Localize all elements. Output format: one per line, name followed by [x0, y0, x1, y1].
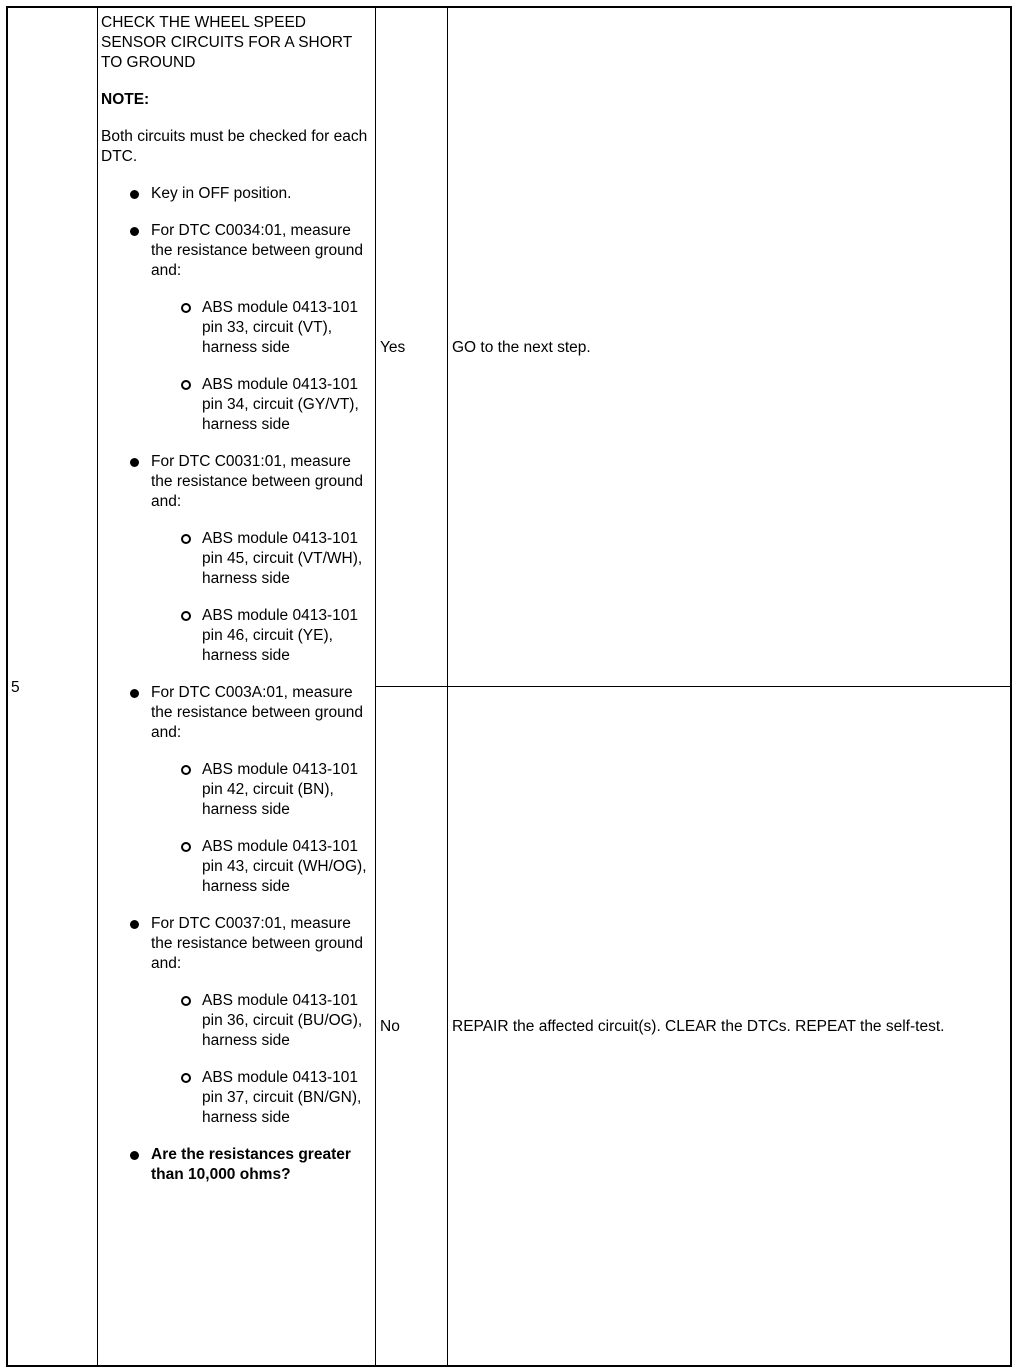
list-item: For DTC C0037:01, measure the resistance between ground and:: [101, 914, 371, 974]
bullet-icon: [130, 920, 139, 929]
yes-action: GO to the next step.: [452, 339, 591, 356]
sub-list-item: ABS module 0413-101 pin 43, circuit (WH/OG), harness side: [101, 837, 371, 897]
procedure-table: [6, 6, 1012, 1367]
yes-label: Yes: [380, 339, 406, 356]
note-text: Both circuits must be checked for each DTC.: [101, 128, 368, 165]
sub-list-item: ABS module 0413-101 pin 36, circuit (BU/OG), harness side: [101, 991, 371, 1051]
sub-list-item: ABS module 0413-101 pin 46, circuit (YE), harness side: [101, 606, 371, 666]
no-label: No: [380, 1018, 400, 1035]
circle-bullet-icon: [181, 765, 191, 775]
circle-bullet-icon: [181, 996, 191, 1006]
sub-list-item: ABS module 0413-101 pin 33, circuit (VT), harness side: [101, 298, 371, 358]
note-label: NOTE:: [101, 91, 150, 108]
bullet-icon: [130, 190, 139, 199]
sub-list-item: ABS module 0413-101 pin 34, circuit (GY/VT), harness side: [101, 375, 371, 435]
circle-bullet-icon: [181, 842, 191, 852]
list-item: Key in OFF position.: [101, 184, 371, 204]
sub-list-item: ABS module 0413-101 pin 45, circuit (VT/WH), harness side: [101, 529, 371, 589]
bullet-icon: [130, 1151, 139, 1160]
circle-bullet-icon: [181, 534, 191, 544]
step-number: 5: [11, 679, 20, 696]
bullet-icon: [130, 227, 139, 236]
circle-bullet-icon: [181, 1073, 191, 1083]
step-title: CHECK THE WHEEL SPEED SENSOR CIRCUITS FOR A SHORT TO GROUND: [101, 14, 352, 71]
sub-list-item: ABS module 0413-101 pin 37, circuit (BN/GN), harness side: [101, 1068, 371, 1128]
circle-bullet-icon: [181, 611, 191, 621]
circle-bullet-icon: [181, 303, 191, 313]
bullet-icon: [130, 458, 139, 467]
question-item: Are the resistances greater than 10,000 ohms?: [101, 1145, 371, 1185]
test-procedure-cell: [101, 13, 371, 1202]
no-action: REPAIR the affected circuit(s). CLEAR the DTCs. REPEAT the self-test.: [452, 1018, 945, 1035]
circle-bullet-icon: [181, 380, 191, 390]
bullet-icon: [130, 689, 139, 698]
list-item: For DTC C003A:01, measure the resistance between ground and:: [101, 683, 371, 743]
list-item: For DTC C0034:01, measure the resistance between ground and:: [101, 221, 371, 281]
column-divider: [97, 8, 98, 1365]
row-divider: [375, 686, 1010, 687]
sub-list-item: ABS module 0413-101 pin 42, circuit (BN), harness side: [101, 760, 371, 820]
list-item: For DTC C0031:01, measure the resistance between ground and:: [101, 452, 371, 512]
